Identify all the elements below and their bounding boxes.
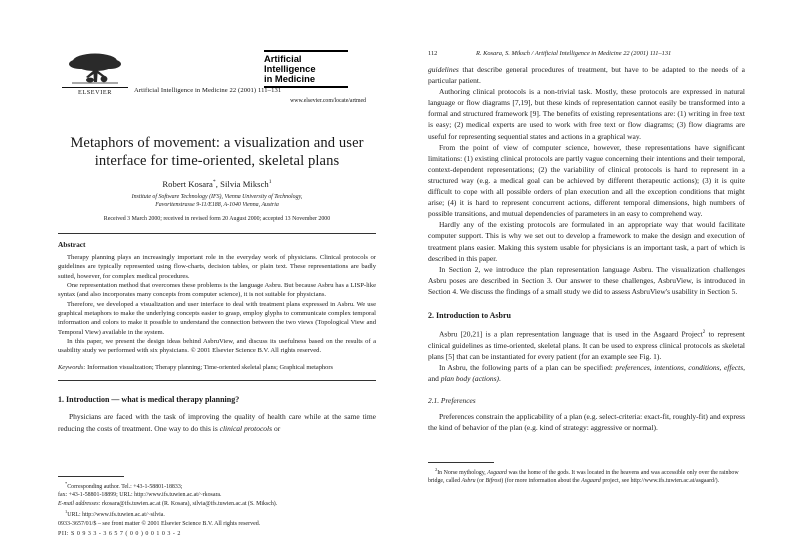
- abstract-heading: Abstract: [58, 240, 86, 250]
- right-footnotes: [428, 462, 745, 485]
- body-paragraph: Hardly any of the existing protocols are formulated in an appropriate way that would facilitate computer support. This is why we set out to develop a framework to make the design and execution of treatment plans easier. Making this system usable for physicians is an important task, a part of which is described in this paper.: [428, 220, 745, 263]
- left-footnotes: [58, 476, 376, 519]
- footnote-corresponding-line-2: fax: +43-1-58801-18899; URL: http://www.ifs.tuwien.ac.at/~rkosara.: [58, 492, 222, 499]
- journal-logo-line-1: Artificial: [264, 52, 302, 64]
- author1-footnote-marker: *: [212, 179, 216, 186]
- abstract-paragraph: Therefore, we developed a visualization and user interface to deal with treatment plans expressed in Asbru. We use graphical metaphors to make the underlying concepts easier to grasp, employ glyphs to communicate complex temporal information and colors to make it possible to understand the connection between the two views (Topological View and Temporal View) available in the system.: [58, 300, 376, 336]
- s1-italic-term: clinical protocols: [219, 423, 273, 433]
- imprint-block: [58, 520, 260, 539]
- journal-logo-line-3: in Medicine: [264, 73, 316, 85]
- footnote-url-silvia-text: URL: http://www.ifs.tuwien.ac.at/~silvia.: [67, 511, 165, 518]
- pii-line: PII: S 0 9 3 3 - 3 6 5 7 ( 0 0 ) 0 0 1 0 3 - 2: [58, 530, 181, 537]
- footnote-rule: [58, 476, 124, 477]
- fn2-part-3: (or: [475, 477, 486, 484]
- journal-logo: [264, 50, 348, 88]
- plan-parts-italic-1: preferences, intentions, conditions, effects,: [615, 362, 746, 372]
- article-title: [58, 134, 376, 170]
- received-dates: Received 3 March 2000; received in revised form 20 August 2000; accepted 13 November 2000: [103, 216, 331, 223]
- article-title-line-1: Metaphors of movement: a visualization and user: [70, 135, 364, 151]
- para1-rest: that describe general procedures of treatment, but have to be adapted to the needs of a particular patient.: [428, 65, 745, 86]
- fn2-italic-asbru: Asbru: [461, 477, 476, 484]
- elsevier-tree-icon: [64, 52, 126, 86]
- section-1-heading: 1. Introduction — what is medical therapy planning?: [58, 395, 240, 405]
- abstract-bottom-rule: [58, 380, 376, 381]
- running-head-page-number: 112: [428, 50, 438, 57]
- fn2-italic-asgaard-2: Asgaard: [581, 477, 601, 484]
- elsevier-logo: [62, 52, 128, 96]
- body-paragraph-continued: [428, 64, 745, 86]
- body-paragraph: Authoring clinical protocols is a non-trivial task. Mostly, these protocols are expressed in natural language or flow diagrams [7,19], but these kinds of representation cannot easily be transformed into a formal and structured framework [9]. The benefits of existing representations are: (1) writing in free text is easy; (2) medical experts are used to work with free text or flow diagrams; (3) flow diagrams are useful for representing sequential states and actions in a graphical way.: [428, 87, 745, 141]
- article-title-line-2: interface for time-oriented, skeletal plans: [94, 153, 340, 169]
- abstract-top-rule: [58, 233, 376, 234]
- footnote-url-silvia: [58, 508, 376, 519]
- author-names: Robert Kosara*, Silvia Miksch$^1$: [162, 179, 272, 189]
- running-head-citation: R. Kosara, S. Miksch / Artificial Intelligence in Medicine 22 (2001) 111–131: [476, 50, 672, 57]
- running-head: [428, 50, 745, 64]
- footnote-email: [58, 500, 376, 508]
- para6-part-1: Asbru [20,21] is a plan representation language that is used in the Asgaard Project: [439, 329, 703, 339]
- fn2-part-5: project, see http://www.ifs.tuwien.ac.at/asgaard/).: [600, 477, 720, 484]
- affiliation: [58, 194, 376, 209]
- abstract-paragraph: In this paper, we present the design ideas behind AsbruView, and discuss its usefulness based on the results of a usability study we performed with six physicians. © 2001 Elsevier Science B.V. All rights reserved.: [58, 337, 376, 355]
- footnote-rule: [428, 462, 494, 463]
- footnote-corresponding-line-1: Corresponding author. Tel.: +43-1-58801-18833;: [67, 484, 183, 491]
- keywords: [58, 363, 376, 372]
- body-paragraph: In Section 2, we introduce the plan representation language Asbru. The visualization challenges Asbru poses are described in Section 3. Our answer to these challenges, AsbruView, is introduced in Section 4. We discuss the findings of a small study we did to assess AsbruView's usability in Section 5.: [428, 264, 745, 296]
- fn2-italic-bifrost: Bifrost: [485, 477, 502, 484]
- body-paragraph: Preferences constrain the applicability of a plan (e.g. select-criteria: exact-fit, roughly-fit) and express the kind of behavior of the plan (e.g. kind of strategy: aggressive or normal).: [428, 411, 745, 433]
- fn2-italic-asgaard: Asgaard: [487, 469, 507, 476]
- footnote-corresponding-author: [58, 480, 376, 491]
- asgaard-footnote-marker: 2: [702, 329, 706, 335]
- body-paragraph: [428, 362, 745, 384]
- abstract-paragraph: Therapy planning plays an increasingly important role in the everyday work of physicians. Clinical protocols or guidelines are typically represented using flow-charts, decision tables, or plain text. These representations are badly suited, however, for complex medical procedures.: [58, 254, 376, 280]
- affiliation-line-2: Favoritenstrasse 9-11/E188, A-1040 Vienna, Austria: [155, 201, 279, 208]
- footnote-two-marker: 2: [435, 466, 438, 472]
- footnote-asgaard: [428, 466, 745, 485]
- subsection-2-1-heading: 2.1. Preferences: [428, 395, 476, 405]
- section-2-heading: 2. Introduction to Asbru: [428, 310, 511, 320]
- section-1-paragraph: [58, 411, 376, 433]
- para7-part-2: and: [428, 373, 441, 383]
- journal-citation: Artificial Intelligence in Medicine 22 (2001) 111–131: [134, 87, 282, 94]
- page-112: [400, 0, 800, 547]
- abstract-paragraph: One representation method that overcomes these problems is the language Asbru. But because Asbru has a LISP-like syntax (and also incorporates many concepts from computer science), it is not suitable for physicians.: [58, 282, 376, 299]
- affiliation-line-1: Institute of Software Technology (IFS), Vienna University of Technology,: [131, 194, 303, 200]
- author-list: [58, 179, 376, 189]
- footnote-one-marker: 1: [65, 508, 68, 514]
- journal-masthead: [58, 50, 376, 108]
- keywords-label: Keywords:: [58, 364, 86, 372]
- plan-parts-italic-2: plan body (actions): [440, 373, 500, 383]
- fn2-part-2: was the home of the gods. It was located in the heavens and was accessible only over the rainbow bridge, called: [428, 469, 739, 484]
- fn2-part-4: ) (for more information about the: [501, 477, 582, 484]
- guidelines-italic-term: guidelines: [428, 65, 459, 74]
- para7-part-3: .: [499, 373, 501, 383]
- body-paragraph: From the point of view of computer science, however, these representations have significant limitations: (1) existing clinical protocols are partly vague concerning their intentions and their temporal, context-dependent representations; (2) the variability of clinical protocols is hard to represent in a structured way (e.g. a medical goal can be achieved by different therapeutic actions); (3) it is quite difficult to cope with all possible orders of plan execution and all the exception conditions that might arise; (4) it is hard to represent concurrent actions, different temporal dimensions, high numbers of possible transitions, and mutual dependencies of parameters in an easy to comprehend way.: [428, 142, 745, 219]
- body-paragraph: [428, 327, 745, 362]
- s1-text-part-1: Physicians are faced with the task of improving the quality of health care while at the same time reducing the costs of treatment. One way to do this is: [58, 412, 376, 433]
- para6-part-2: to represent clinical guidelines as time-oriented, skeletal plans. It can be used to express clinical protocols as skeletal plans [5] that can be instantiated for every patient (for an example see Fig. 1).: [428, 329, 746, 361]
- journal-logo-line-2: Intelligence: [264, 62, 316, 74]
- footnote-email-label: E-mail addresses:: [58, 500, 101, 507]
- footnote-email-value: rkosara@ifs.tuwien.ac.at (R. Kosara), silvia@ifs.tuwien.ac.at (S. Miksch).: [101, 500, 278, 507]
- para7-part-1: In Asbru, the following parts of a plan can be specified:: [439, 362, 616, 372]
- s1-text-part-2: or: [272, 423, 281, 433]
- journal-homepage-url[interactable]: www.elsevier.com/locate/artmed: [290, 98, 366, 104]
- elsevier-wordmark: ELSEVIER: [62, 87, 128, 96]
- fn2-part-1: In Norse mythology,: [437, 469, 488, 476]
- footnote-star-marker: *: [65, 481, 68, 487]
- keywords-value: Information visualization; Therapy planning; Time-oriented skeletal plans; Graphical metaphors: [87, 364, 333, 372]
- issn-copyright-line: 0933-3657/01/$ – see front matter © 2001 Elsevier Science B.V. All rights reserved.: [58, 521, 261, 528]
- author2-footnote-marker: 1: [268, 179, 272, 186]
